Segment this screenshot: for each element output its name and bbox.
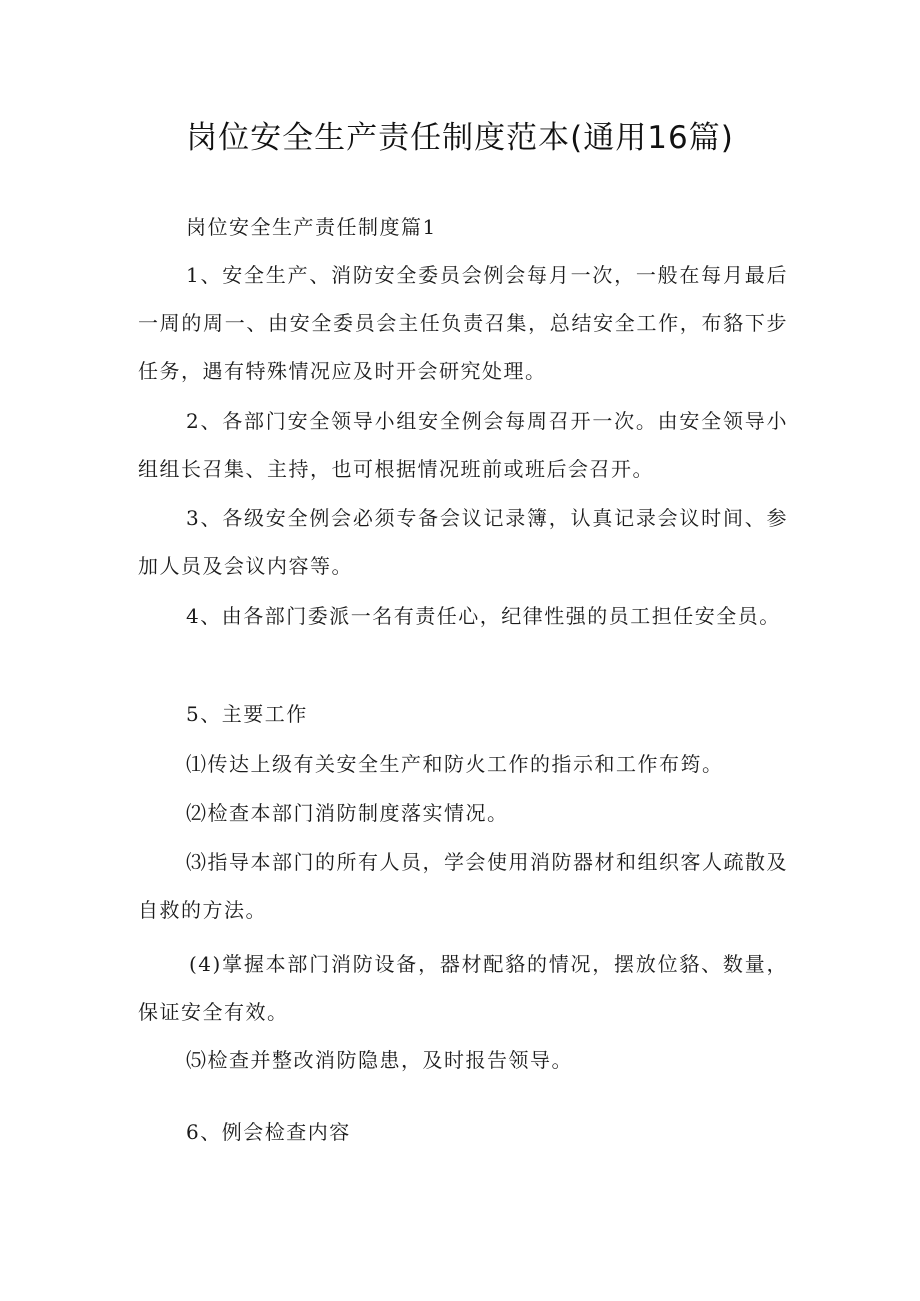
paragraph-3: 3、各级安全例会必须专备会议记录簿，认真记录会议时间、参加人员及会议内容等。	[138, 506, 788, 578]
document-title: 岗位安全生产责任制度范本(通用16篇)	[186, 120, 734, 156]
paragraph-4: 4、由各部门委派一名有责任心，纪律性强的员工担任安全员。	[186, 604, 781, 628]
paragraph-2: 2、各部门安全领导小组安全例会每周召开一次。由安全领导小组组长召集、主持，也可根据情况班前或班后会召开。	[138, 409, 788, 481]
section-heading: 岗位安全生产责任制度篇1	[186, 215, 437, 239]
list-item-2: ⑵检查本部门消防制度落实情况。	[186, 801, 509, 825]
paragraph-1: 1、安全生产、消防安全委员会例会每月一次，一般在每月最后一周的周一、由安全委员会主任负责召集，总结安全工作，布貉下步任务，遇有特殊情况应及时开会研究处理。	[138, 263, 788, 383]
list-item-3: ⑶指导本部门的所有人员，学会使用消防器材和组织客人疏散及自救的方法。	[138, 850, 788, 922]
list-item-5: ⑸检查并整改消防隐患，及时报告领导。	[186, 1048, 573, 1072]
list-item-4: (4)掌握本部门消防设备，器材配貉的情况，摆放位貉、数量，保证安全有效。	[138, 952, 788, 1024]
list-item-1: ⑴传达上级有关安全生产和防火工作的指示和工作布筠。	[186, 752, 724, 776]
paragraph-6-heading: 6、例会检查内容	[186, 1120, 351, 1144]
paragraph-5-heading: 5、主要工作	[186, 702, 308, 726]
